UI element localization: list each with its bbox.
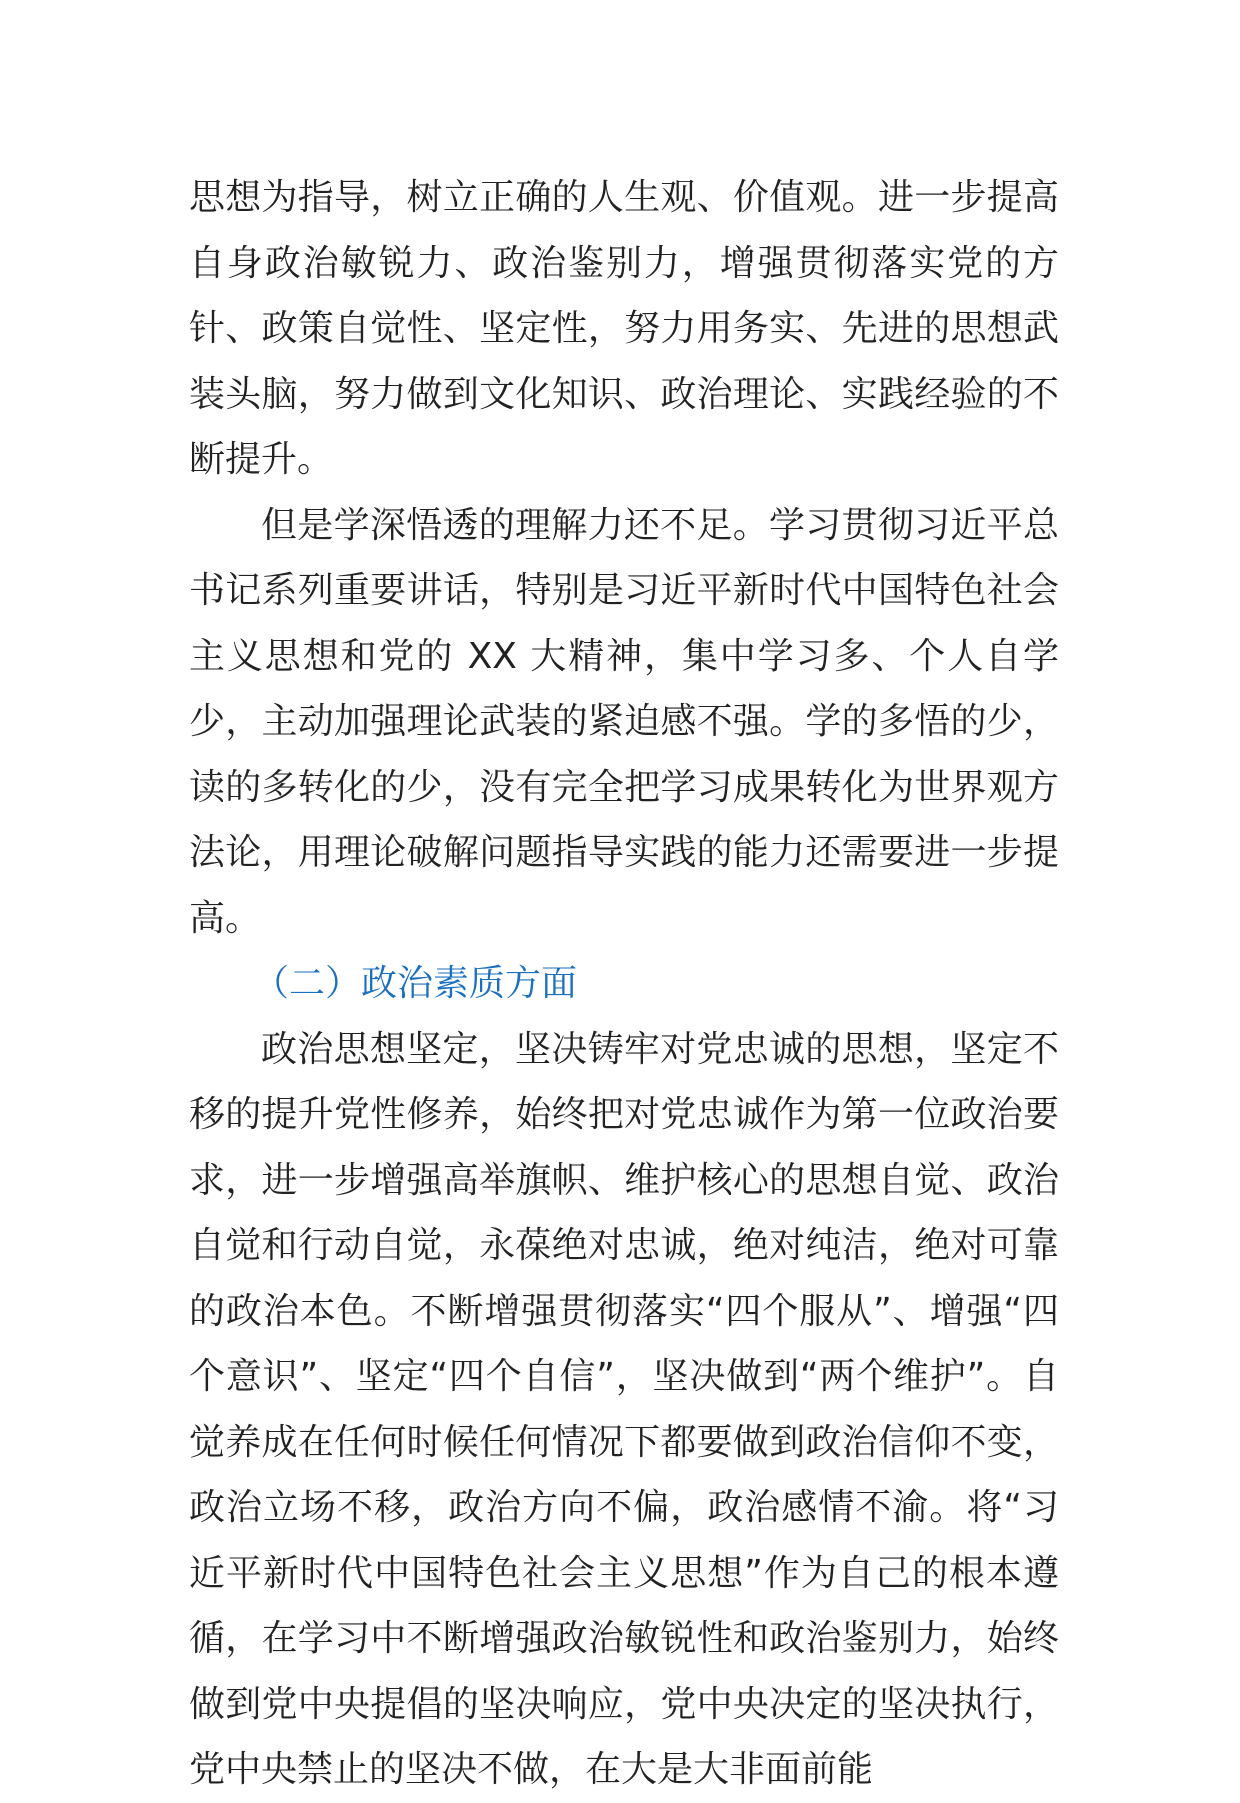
- section-heading: （二）政治素质方面: [253, 963, 578, 1004]
- paragraph-continuation: 思想为指导，树立正确的人生观、价值观。进一步提高自身政治敏锐力、政治鉴别力，增强贯彻落实党的方针、政策自觉性、坚定性，努力用务实、先进的思想武装头脑，努力做到文化知识、政治理论、实践经验的不断提升。: [189, 177, 1059, 480]
- document-body: [189, 165, 1059, 1803]
- paragraph-learning-shortcoming: 但是学深悟透的理解力还不足。学习贯彻习近平总书记系列重要讲话，特别是习近平新时代中国特色社会主义思想和党的 XX 大精神，集中学习多、个人自学少，主动加强理论武装的紧迫感不强。学的多悟的少，读的多转化的少，没有完全把学习成果转化为世界观方法论，用理论破解问题指导实践的能力还需要进一步提高。: [189, 504, 1059, 939]
- paragraph-political-quality: 政治思想坚定，坚决铸牢对党忠诚的思想，坚定不移的提升党性修养，始终把对党忠诚作为第一位政治要求，进一步增强高举旗帜、维护核心的思想自觉、政治自觉和行动自觉，永葆绝对忠诚，绝对纯洁，绝对可靠的政治本色。不断增强贯彻落实“四个服从”、增强“四个意识”、坚定“四个自信”，坚决做到“两个维护”。自觉养成在任何时候任何情况下都要做到政治信仰不变，政治立场不移，政治方向不偏，政治感情不渝。将“习近平新时代中国特色社会主义思想”作为自己的根本遵循，在学习中不断增强政治敏锐性和政治鉴别力，始终做到党中央提倡的坚决响应，党中央决定的坚决执行，党中央禁止的坚决不做，在大是大非面前能: [189, 1028, 1059, 1790]
